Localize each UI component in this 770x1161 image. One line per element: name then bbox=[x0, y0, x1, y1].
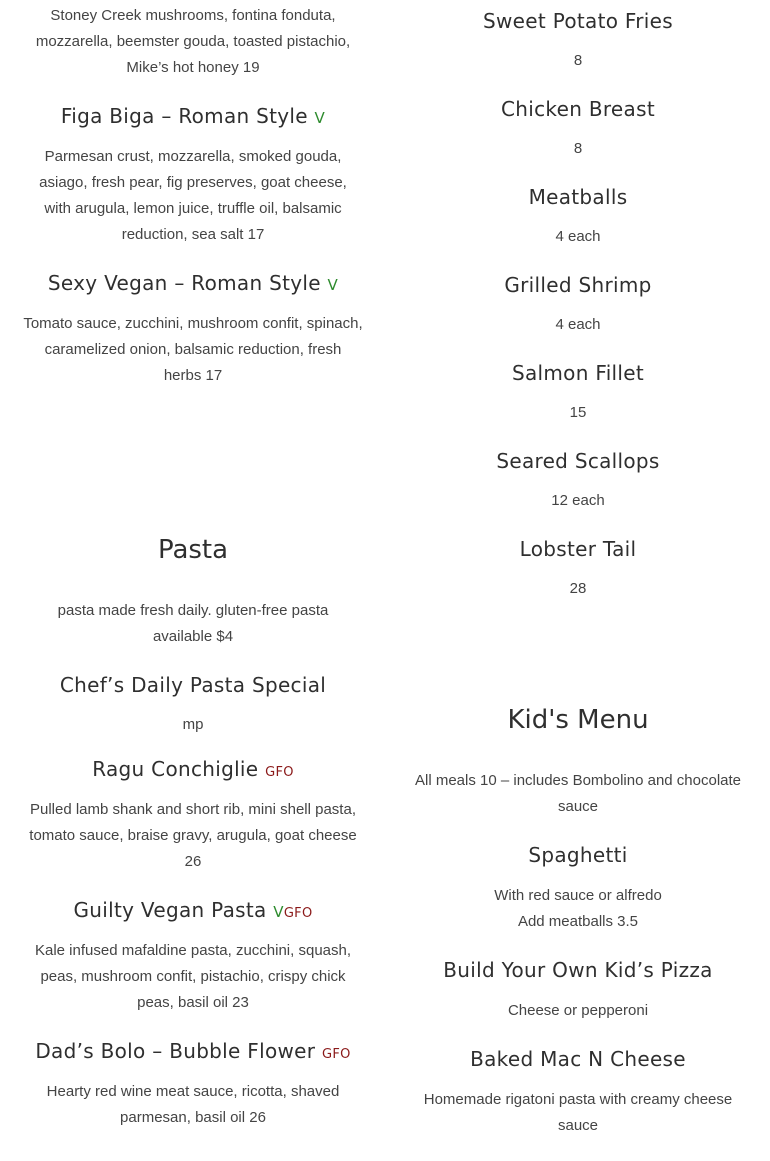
vegetarian-tag: V bbox=[327, 276, 339, 294]
menu-item-title bbox=[403, 273, 753, 297]
desc-line: Pulled lamb shank and short rib, mini shell pasta, bbox=[29, 801, 356, 818]
item-price: 28 bbox=[569, 580, 587, 597]
item-name: Lobster Tail bbox=[519, 537, 637, 561]
item-name: Chef’s Daily Pasta Special bbox=[59, 673, 327, 697]
item-name: Meatballs bbox=[528, 185, 628, 209]
item-name: Dad’s Bolo – Bubble Flower bbox=[35, 1039, 316, 1063]
item-name: Ragu Conchiglie bbox=[92, 757, 259, 781]
item-name: Sexy Vegan – Roman Style bbox=[47, 271, 321, 295]
section-intro bbox=[18, 598, 368, 650]
item-description bbox=[18, 797, 368, 875]
item-name: Build Your Own Kid’s Pizza bbox=[443, 958, 713, 982]
desc-line: Parmesan crust, mozzarella, smoked gouda, bbox=[44, 148, 342, 165]
item-price: 4 each bbox=[555, 316, 601, 333]
item-description bbox=[18, 1079, 368, 1131]
desc-line: sauce bbox=[557, 798, 599, 815]
desc-line: All meals 10 – includes Bombolino and chocolate bbox=[414, 772, 742, 789]
menu-item-title bbox=[403, 361, 753, 385]
desc-line: peas, basil oil 23 bbox=[137, 994, 249, 1011]
desc-line: pasta made fresh daily. gluten-free pasta bbox=[57, 602, 329, 619]
item-description bbox=[18, 144, 368, 248]
menu-item-title bbox=[18, 104, 368, 128]
item-description bbox=[18, 938, 368, 1016]
gluten-free-option-tag: GFO bbox=[321, 1047, 351, 1062]
menu-item-title bbox=[403, 537, 753, 561]
vegetarian-tag: V bbox=[273, 903, 284, 921]
item-name: Chicken Breast bbox=[501, 97, 655, 121]
menu-item-title bbox=[18, 673, 368, 697]
item-name: Sweet Potato Fries bbox=[483, 9, 673, 33]
item-price: mp bbox=[182, 716, 204, 733]
desc-line: With red sauce or alfredo bbox=[494, 887, 662, 904]
menu-item-title bbox=[18, 1039, 368, 1063]
item-price: 8 bbox=[573, 52, 583, 69]
item-price: 12 each bbox=[551, 492, 605, 509]
item-name: Salmon Fillet bbox=[511, 361, 645, 385]
gluten-free-option-tag: GFO bbox=[283, 906, 313, 921]
item-name: Figa Biga – Roman Style bbox=[60, 104, 308, 128]
item-description bbox=[403, 1087, 753, 1139]
desc-line: sauce bbox=[557, 1117, 599, 1134]
desc-line: herbs 17 bbox=[163, 367, 223, 384]
item-description bbox=[18, 311, 368, 389]
desc-line: mozzarella, beemster gouda, toasted pistachio, bbox=[35, 33, 351, 50]
item-name: Guilty Vegan Pasta bbox=[73, 898, 267, 922]
desc-line: parmesan, basil oil 26 bbox=[120, 1109, 266, 1126]
item-price: 8 bbox=[573, 140, 583, 157]
menu-item-title bbox=[18, 898, 368, 922]
desc-line: Homemade rigatoni pasta with creamy cheese bbox=[423, 1091, 733, 1108]
section-title-pasta: Pasta bbox=[157, 535, 229, 565]
menu-item-title bbox=[18, 757, 368, 781]
desc-line: Add meatballs 3.5 bbox=[517, 913, 639, 930]
menu-item-title bbox=[403, 958, 753, 982]
desc-line: Kale infused mafaldine pasta, zucchini, squash, bbox=[34, 942, 352, 959]
menu-item-title bbox=[403, 843, 753, 867]
item-name: Seared Scallops bbox=[496, 449, 660, 473]
menu-item-title bbox=[403, 449, 753, 473]
menu-item-title bbox=[403, 9, 753, 33]
item-description bbox=[403, 883, 753, 935]
desc-line: peas, mushroom confit, pistachio, crispy chick bbox=[40, 968, 346, 985]
section-intro bbox=[403, 768, 753, 820]
gluten-free-option-tag: GFO bbox=[265, 765, 294, 780]
desc-line: available $4 bbox=[152, 628, 234, 645]
menu-item-title bbox=[18, 271, 368, 295]
desc-line: tomato sauce, braise gravy, arugula, goat cheese bbox=[29, 827, 357, 844]
desc-line: 26 bbox=[184, 853, 202, 870]
item-name: Grilled Shrimp bbox=[504, 273, 652, 297]
desc-line: Mike’s hot honey 19 bbox=[126, 59, 260, 76]
item-price: 4 each bbox=[555, 228, 601, 245]
item-price: 15 bbox=[569, 404, 587, 421]
desc-line: Cheese or pepperoni bbox=[507, 1002, 649, 1019]
desc-line: Stoney Creek mushrooms, fontina fonduta, bbox=[50, 7, 336, 24]
section-title-kids-menu: Kid's Menu bbox=[507, 705, 649, 735]
menu-item-title bbox=[403, 185, 753, 209]
menu-item-title bbox=[403, 97, 753, 121]
vegetarian-tag: V bbox=[314, 109, 326, 127]
item-description bbox=[403, 998, 753, 1024]
item-name: Spaghetti bbox=[528, 843, 628, 867]
desc-line: asiago, fresh pear, fig preserves, goat cheese, bbox=[39, 174, 347, 191]
menu-item-title bbox=[403, 1047, 753, 1071]
item-name: Baked Mac N Cheese bbox=[470, 1047, 686, 1071]
item-description bbox=[18, 3, 368, 81]
desc-line: Hearty red wine meat sauce, ricotta, shaved bbox=[46, 1083, 340, 1100]
desc-line: with arugula, lemon juice, truffle oil, balsamic bbox=[44, 200, 342, 217]
desc-line: Tomato sauce, zucchini, mushroom confit, spinach, bbox=[23, 315, 363, 332]
desc-line: caramelized onion, balsamic reduction, fresh bbox=[44, 341, 342, 358]
desc-line: reduction, sea salt 17 bbox=[121, 226, 265, 243]
